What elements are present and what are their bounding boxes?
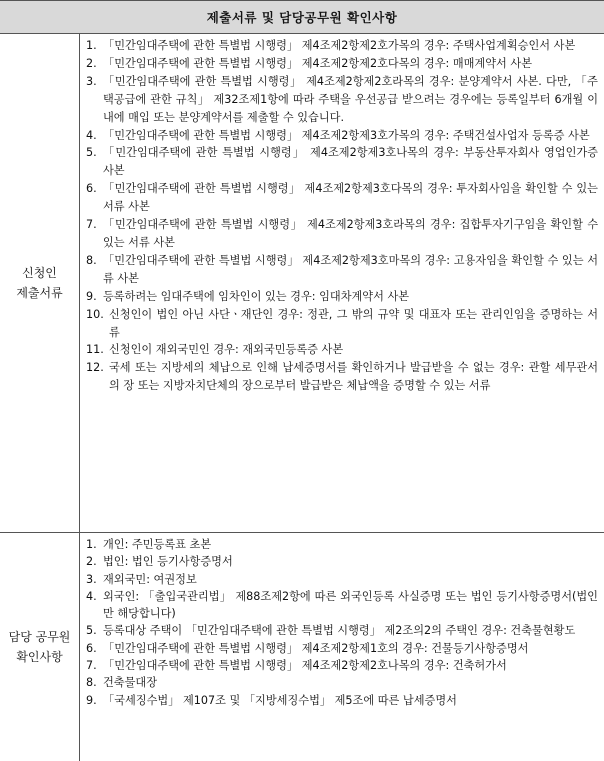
- item-number: 3.: [86, 572, 97, 586]
- item-number: 11.: [86, 343, 104, 357]
- list-item: [86, 657, 598, 674]
- list-item: [86, 55, 598, 73]
- item-number: 6.: [86, 641, 97, 655]
- item-number: 4.: [86, 589, 97, 603]
- item-number: 5.: [86, 624, 97, 638]
- list-item: [86, 341, 598, 359]
- item-text: 건축물대장: [103, 676, 158, 690]
- list-item: [86, 674, 598, 691]
- section-header: [0, 0, 604, 34]
- item-number: 3.: [86, 74, 97, 88]
- item-text: 「민간임대주택에 관한 특별법 시행령」 제4조제2항제2호가목의 경우: 주택사업계획승인서 사본: [103, 39, 576, 52]
- list-item: [86, 252, 598, 288]
- item-text: 「국세징수법」 제107조 및 「지방세징수법」 제5조에 따른 납세증명서: [103, 693, 457, 707]
- label-line-1: 신청인: [22, 266, 57, 280]
- item-text: 등록대상 주택이 「민간임대주택에 관한 특별법 시행령」 제2조의2의 주택인 경우: 건축물현황도: [103, 624, 576, 638]
- list-item: [86, 536, 598, 553]
- item-number: 6.: [86, 182, 97, 196]
- list-item: [86, 37, 598, 55]
- applicant-documents-label: [0, 34, 80, 532]
- label-line-2: 제출서류: [16, 286, 63, 300]
- applicant-documents-list-cell: [80, 34, 604, 532]
- item-text: 「민간임대주택에 관한 특별법 시행령」 제4조제2항제2호나목의 경우: 건축허가서: [103, 659, 507, 673]
- item-number: 4.: [86, 128, 97, 142]
- list-item: [86, 588, 598, 623]
- item-text: 법인: 법인 등기사항증명서: [103, 555, 233, 569]
- item-text: 「민간임대주택에 관한 특별법 시행령」 제4조제2항제3호나목의 경우: 부동산투자회사 영업인가증 사본: [103, 146, 598, 178]
- list-item: [86, 640, 598, 657]
- item-text: 「민간임대주택에 관한 특별법 시행령」 제4조제2항제2호다목의 경우: 매매계약서 사본: [103, 56, 533, 70]
- list-item: [86, 692, 598, 709]
- official-check-list-cell: [80, 533, 604, 761]
- item-text: 개인: 주민등록표 초본: [103, 538, 212, 551]
- item-text: 「민간임대주택에 관한 특별법 시행령」 제4조제2항제1호의 경우: 건물등기사항증명서: [103, 641, 529, 655]
- item-number: 7.: [86, 659, 97, 673]
- label-line-2: 확인사항: [16, 650, 63, 664]
- item-number: 8.: [86, 253, 97, 267]
- list-item: [86, 144, 598, 180]
- item-number: 2.: [86, 56, 97, 70]
- item-text: 「민간임대주택에 관한 특별법 시행령」 제4조제2항제3호다목의 경우: 투자회사임을 확인할 수 있는 서류 사본: [103, 182, 598, 214]
- item-text: 신청인이 법인 아닌 사단ㆍ재단인 경우: 정관, 그 밖의 규약 및 대표자 또는 관리인임을 증명하는 서류: [109, 307, 598, 339]
- item-number: 1.: [86, 39, 97, 52]
- item-number: 1.: [86, 538, 97, 551]
- list-item: [86, 359, 598, 395]
- item-number: 9.: [86, 289, 97, 303]
- list-item: [86, 216, 598, 252]
- item-text: 「민간임대주택에 관한 특별법 시행령」 제4조제2항제3호마목의 경우: 고용자임을 확인할 수 있는 서류 사본: [103, 253, 598, 285]
- official-check-row: [0, 533, 604, 761]
- item-number: 9.: [86, 693, 97, 707]
- list-item: [86, 288, 598, 306]
- item-text: 등록하려는 임대주택에 임차인이 있는 경우: 임대차계약서 사본: [103, 289, 410, 303]
- item-text: 재외국민: 여권정보: [103, 572, 197, 586]
- label-line-1: 담당 공무원: [8, 630, 71, 644]
- applicant-documents-list: [86, 37, 598, 395]
- item-text: 「민간임대주택에 관한 특별법 시행령」 제4조제2항제2호라목의 경우: 분양계약서 사본. 다만, 「주택공급에 관한 규칙」 제32조제1항에 따라 주택을 우선공급 받으려는 경우에는 등록일부터 6개월 이내에 매입 또는 분양계약서를 제출할 수 있습니다.: [103, 74, 598, 124]
- list-item: [86, 622, 598, 639]
- item-number: 7.: [86, 218, 97, 232]
- item-number: 10.: [86, 307, 104, 321]
- list-item: [86, 180, 598, 216]
- official-check-list: [86, 536, 598, 709]
- item-text: 외국인: 「출입국관리법」 제88조제2항에 따른 외국인등록 사실증명 또는 법인 등기사항증명서(법인만 해당합니다): [103, 589, 598, 621]
- list-item: [86, 306, 598, 342]
- item-number: 8.: [86, 676, 97, 690]
- item-text: 신청인이 재외국민인 경우: 재외국민등록증 사본: [109, 343, 344, 357]
- list-item: [86, 571, 598, 588]
- header-title: 제출서류 및 담당공무원 확인사항: [206, 10, 398, 25]
- list-item: [86, 553, 598, 570]
- list-item: [86, 73, 598, 127]
- item-number: 2.: [86, 555, 97, 569]
- item-number: 5.: [86, 146, 97, 160]
- applicant-documents-row: [0, 34, 604, 533]
- official-check-label: [0, 533, 80, 761]
- list-item: [86, 127, 598, 145]
- item-text: 국세 또는 지방세의 체납으로 인해 납세증명서를 확인하거나 발급받을 수 없는 경우: 관할 세무관서의 장 또는 지방자치단체의 장으로부터 발급받은 체납액을 증명할 수 있는 서류: [109, 361, 598, 393]
- item-text: 「민간임대주택에 관한 특별법 시행령」 제4조제2항제3호라목의 경우: 집합투자기구임을 확인할 수 있는 서류 사본: [103, 218, 598, 249]
- item-text: 「민간임대주택에 관한 특별법 시행령」 제4조제2항제3호가목의 경우: 주택건설사업자 등록증 사본: [103, 128, 590, 142]
- item-number: 12.: [86, 361, 104, 375]
